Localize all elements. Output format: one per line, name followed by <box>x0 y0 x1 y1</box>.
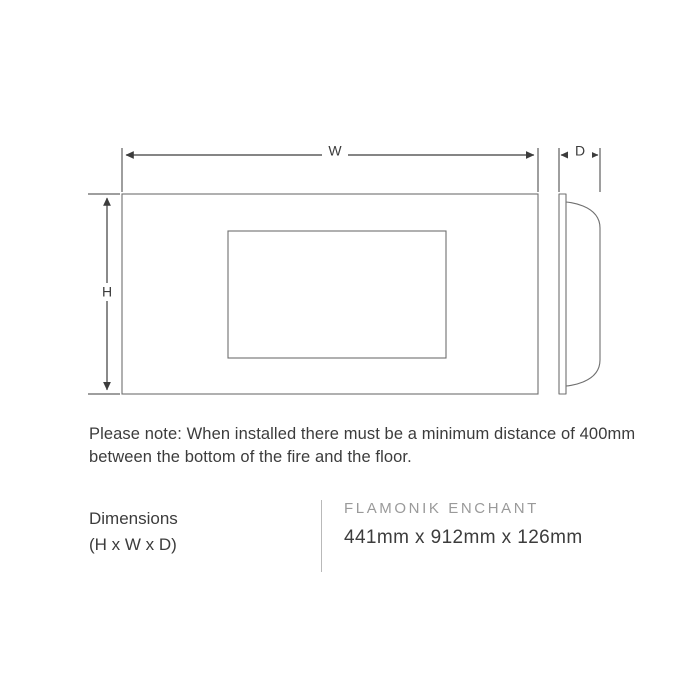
height-label: H <box>101 283 113 300</box>
product-measurements: 441mm x 912mm x 126mm <box>344 527 583 548</box>
width-label: W <box>328 142 342 159</box>
fireplace-side-profile <box>559 194 600 394</box>
product-brand-name: FLAMONIK ENCHANT <box>344 500 539 517</box>
installation-note: Please note: When installed there must be a minimum distance of 400mm between the bottom of the fire and the floor. <box>89 425 636 467</box>
dimensions-block <box>89 500 649 572</box>
fireplace-inner-window <box>228 231 446 358</box>
depth-label: D <box>574 142 586 159</box>
dimensions-label <box>89 506 178 557</box>
dimensions-divider <box>321 500 322 572</box>
dimensions-label-line2: (H x W x D) <box>89 534 177 554</box>
dimensions-label-line1: Dimensions <box>89 509 178 528</box>
dimensions-values <box>344 500 700 549</box>
